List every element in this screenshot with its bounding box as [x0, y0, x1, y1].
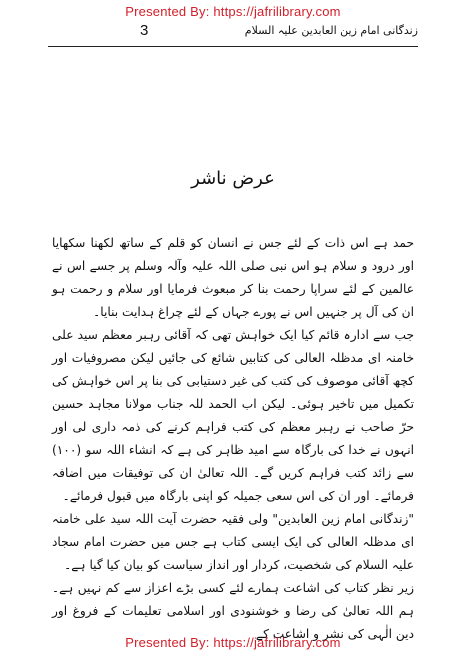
paragraph-3: "زندگانی امام زین العابدین" ولی فقیہ حضرت آیت اللہ سید علی خامنہ ای مدظلہ العالی کی ایک ایسی کتاب ہے جس میں حضرت امام سجاد علیہ السلام کی شخصیت، کردار اور انداز سیاست کو بیان کیا گیا ہے۔ — [52, 512, 414, 572]
running-header-title: زندگانی امام زین العابدین علیہ السلام — [244, 24, 418, 37]
page-number: 3 — [140, 22, 149, 39]
section-title: عرض ناشر — [191, 168, 275, 189]
publisher-banner-bottom: Presented By: https://jafrilibrary.com — [125, 635, 341, 650]
paragraph-4: زیر نظر کتاب کی اشاعت ہمارے لئے کسی بڑے اعزاز سے کم نہیں ہے۔ ہم اللہ تعالیٰ کی رضا و خوشنودی اور اسلامی تعلیمات کے فروغ اور دین الٰہی کی نشر و اشاعت کے — [52, 581, 414, 641]
body-text — [52, 232, 414, 646]
paragraph-2: جب سے ادارہ قائم کیا ایک خواہش تھی کہ آقائی رہبر معظم سید علی خامنہ ای مدظلہ العالی کی کتابیں شائع کی جائیں لیکن مصروفیات اور کچھ آقائی موصوف کی کتب کی غیر دستیابی کی بنا پر اس خواہش کی تکمیل میں تاخیر ہوئی۔ لیکن اب الحمد للہ جناب مولانا مجاہد حسین حرّ صاحب نے رہبر معظم کی کتب فراہم کرنے کی ذمہ داری لی اور انہوں نے خدا کی بارگاہ سے امید ظاہر کی ہے کہ انشاء اللہ سو (۱۰۰) سے زائد کتب فراہم کریں گے۔ اللہ تعالیٰ ان کی توفیقات میں اضافہ فرمائے۔ اور ان کی اس سعی جمیلہ کو اپنی بارگاہ میں قبول فرمائے۔ — [52, 328, 414, 503]
paragraph-1: حمد ہے اس ذات کے لئے جس نے انسان کو قلم کے ساتھ لکھنا سکھایا اور درود و سلام ہو اس نبی صلی اللہ علیہ وآلہ وسلم پر جسے اس نے عالمین کے لئے سراپا رحمت بنا کر مبعوث فرمایا اور سلام و رحمت ہو ان کی آل پر جنہیں اس نے پورے جہاں کے لئے چراغ ہدایت بنایا۔ — [52, 236, 414, 319]
header-divider — [48, 46, 418, 47]
publisher-banner-top: Presented By: https://jafrilibrary.com — [125, 4, 341, 19]
